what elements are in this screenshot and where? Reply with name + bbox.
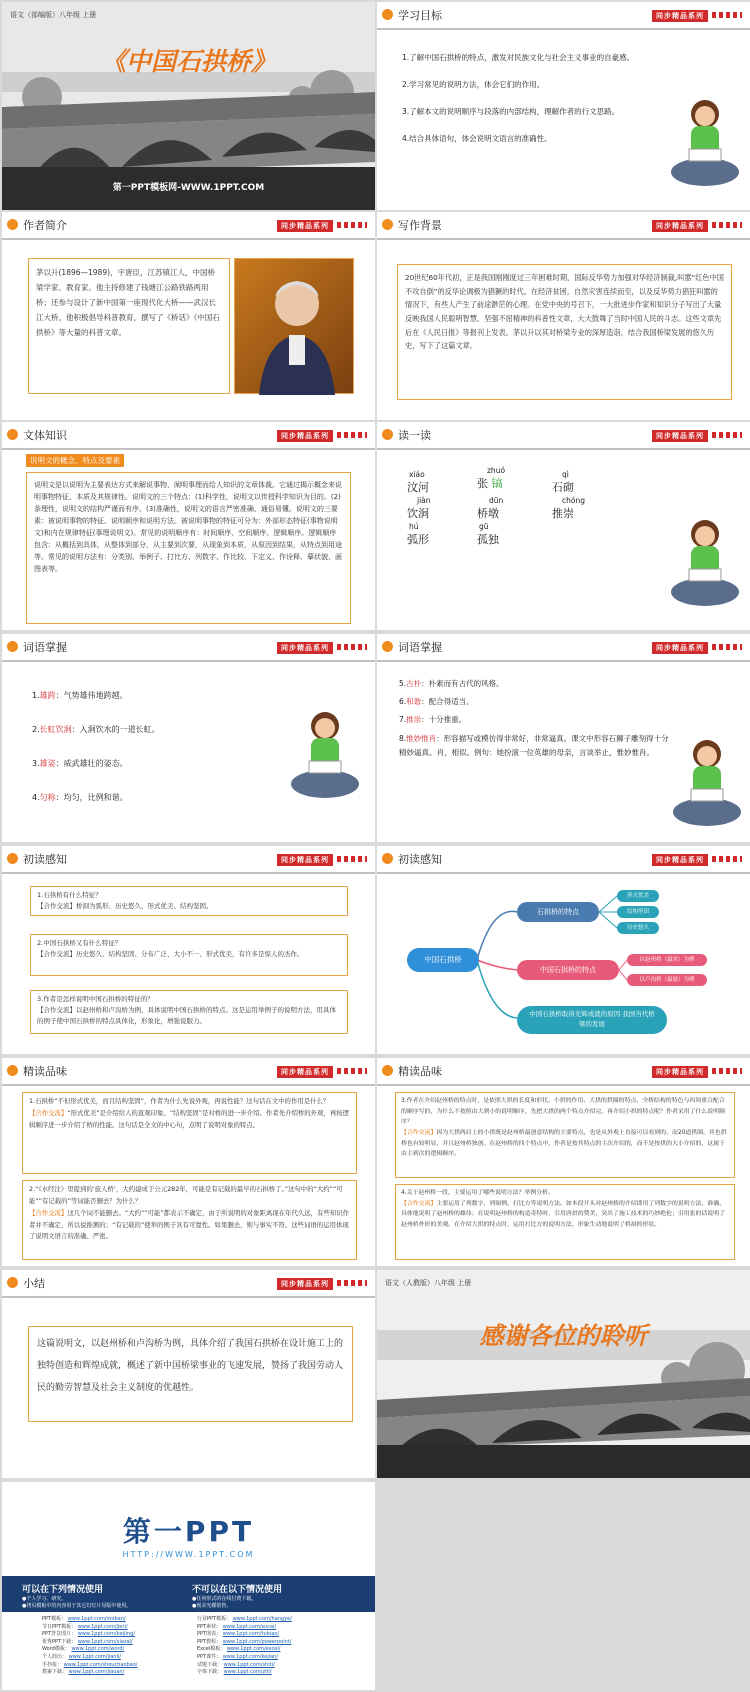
link-item[interactable]: PPT课件： www.1ppt.com/kejian/	[197, 1653, 279, 1660]
series-badge: 同步精品系列	[652, 642, 708, 654]
header-title: 文体知识	[23, 429, 67, 442]
badge-dots-icon	[337, 222, 367, 228]
badge-dots-icon	[337, 432, 367, 438]
link-item[interactable]: PPT素材： www.1ppt.com/sucai/	[197, 1623, 277, 1630]
mindmap-leaf-1b: 结构坚固	[617, 906, 659, 918]
header-title: 作者简介	[23, 219, 67, 232]
girl-reading-icon	[667, 514, 743, 610]
mindmap-leaf-1a: 形式优美	[617, 890, 659, 902]
badge-dots-icon	[712, 1068, 742, 1074]
link-item[interactable]: 个人简历： www.1ppt.com/jianli/	[42, 1653, 121, 1660]
slide-7-vocab	[2, 634, 375, 842]
header-title: 精读品味	[398, 1065, 442, 1078]
series-badge: 同步精品系列	[652, 854, 708, 866]
word-chong: chóng 推崇	[552, 496, 585, 520]
header-title: 读一读	[398, 429, 431, 442]
bullet-dot-icon	[382, 641, 393, 652]
bullet-dot-icon	[7, 853, 18, 864]
analysis-box-4: 4.关于赵州桥一段，主要运用了哪些说明方法？举例分析。 【合作交流】主要运用了列数字、列图例、打比方等说明方法。如本段开头对赵州桥的介绍即用了列数字的说明方法，准确、具体地说明了赵州桥的雄伟；在说明赵州桥的构造奇特时，引用唐晨的赞美，突出了施工技术的巧妙绝伦；引用张的话说明了赵州桥外形的美观。在介绍大拱的特点时，运用打比方的说明方法，形象生动地说明了桥洞的形状。	[395, 1184, 735, 1260]
cannot-use-2: ●刻录光碟销售。	[192, 1603, 232, 1609]
mindmap-leaf-2b: 以卢沟桥（最悬）为例	[627, 974, 707, 986]
goal-1: 1.了解中国石拱桥的特点，激发对民族文化与社会主义事业的自豪感。	[402, 53, 635, 62]
header-title: 学习目标	[398, 9, 442, 22]
can-use-title: 可以在下列情况使用	[22, 1585, 104, 1595]
slide-10-mindmap	[377, 846, 750, 1054]
series-badge: 同步精品系列	[277, 854, 333, 866]
bullet-dot-icon	[382, 219, 393, 230]
links-left	[42, 1616, 137, 1677]
header-title: 小结	[23, 1277, 45, 1290]
mindmap-leaf-1c: 历史悠久	[617, 922, 659, 934]
cannot-use-title: 不可以在以下情况使用	[192, 1585, 283, 1595]
bullet-dot-icon	[7, 429, 18, 440]
slide-2-goals	[377, 2, 750, 210]
badge-dots-icon	[337, 1068, 367, 1074]
link-item[interactable]: 字体下载： www.1ppt.com/ziti/	[197, 1669, 272, 1676]
word-xiao: xiáo 汶河	[407, 470, 429, 494]
badge-dots-icon	[337, 1280, 367, 1286]
genre-text: 说明文是以说明为主要表达方式来解说事物、阐明事理而给人知识的文章体裁。它通过揭示概念来说明事物特征、本质及其规律性。说明文的三个特点：(1)科学性，说明文以传授科学知识为目的。(2)条理性，说明文的结构严谨而有序。(3)准确性，说明文的语言严密准确、通俗易懂。说明文的三要素：被说明事物的特征、说明顺序和说明方法。被说明事物的特征可分为：外部形态特征(事物说明文)和内在规律特征(事理说明文)。常见的说明顺序有：时间顺序、空间顺序、逻辑顺序。逻辑顺序包含：从概括到具体，从整体到部分，从主要到次要，从现象到本质，从原因到结果，从特点到用途等。常见的说明方法有：分类别、举例子、打比方、列数字、作比较、下定义、作诠释、摹状貌、画图表等。	[26, 472, 351, 624]
header-title: 精读品味	[23, 1065, 67, 1078]
vocab-item-2: 2.长虹饮涧：入涧饮水的一道长虹。	[32, 725, 160, 734]
bullet-dot-icon	[7, 641, 18, 652]
word-qi: qì 石砌	[552, 470, 574, 494]
vocab-item-1: 1.雄跨：气势雄伟地跨越。	[32, 691, 128, 700]
watermark-text: 第一PPT模板网-WWW.1PPT.COM	[112, 183, 265, 193]
slide-13-summary	[2, 1270, 375, 1478]
slide-1-title	[2, 2, 375, 210]
header-title: 词语掌握	[398, 641, 442, 654]
series-badge: 同步精品系列	[277, 1278, 333, 1290]
word-list	[407, 466, 647, 610]
goal-3: 3.了解本文的说明顺序与段落的内部结构，理解作者的行文思路。	[402, 107, 620, 116]
badge-dots-icon	[712, 432, 742, 438]
vocab-item-8: 8.惟妙惟肖：形容描写或模仿得非常好，非常逼真。课文中形容石狮子雕刻得十分精妙逼真。肖，相似。例句：她扮演一位英雄的母亲，言谈举止，惟妙惟肖。	[399, 734, 669, 758]
word-jian: jiàn 饮涧	[407, 496, 431, 520]
thanks-title: 感谢各位的聆听	[479, 1321, 648, 1350]
portrait-icon	[235, 259, 355, 395]
credits-top	[2, 1482, 375, 1576]
slide-top-label: 语文（人教版）八年级 上册	[385, 1279, 472, 1287]
bullet-dot-icon	[382, 1065, 393, 1076]
author-bio: 茅以升(1896—1989)，宇唐臣，江苏镇江人，中国桥梁学家、教育家。他主持修建了钱塘江公路铁路两用桥；还参与设计了新中国第一座现代化大桥——武汉长江大桥。他积极倡导科普教育，撰写了《桥话》《中国石拱桥》等大量的科普文章。	[28, 258, 230, 394]
badge-dots-icon	[712, 12, 742, 18]
mindmap-node-2: 中国石拱桥的特点	[517, 960, 619, 980]
background-text: 20世纪60年代初，正是我国刚刚度过三年困难时期，国际反华势力加强对华经济制裁,叫嚣“红色中国不攻自倒”的反华论调极为猖獗的时代。在经济贫困，自然灾害连续而至，以及反华势力猖狂叫嚣的情况下，有些人产生了前途渺茫的心理。在党中央的号召下，一大批进步作家和知识分子写出了大量反映我国人民聪明智慧、坚强不屈精神的科普性文章，大大鼓舞了当时中国人民的斗志。这些文章先后在《人民日报》等报刊上发表。茅以升以其对桥梁专业的深厚造诣，结合我国桥梁发展的悠久历史，写下了这篇文章。	[397, 264, 732, 400]
series-badge: 同步精品系列	[277, 430, 333, 442]
mindmap-leaf-2a: 以赵州桥（最突）为例	[627, 954, 707, 966]
link-item[interactable]: PPT模板： www.1ppt.com/moban/	[42, 1616, 126, 1622]
analysis-box-3: 3.作者在介绍赵州桥的特点时，是依照大拱的长度和形状、小拱的作用、大拱的拱圈的特点、全桥结构的特色与四周重合配合的顺序写的，为什么不按照由大到小的说明顺序，先把大拱的两个特点介绍完，再介绍小拱的特点呢？作者采用了什么说明顺序？ 【合作交流】因为大拱两肩上的小拱既是赵州桥最创意结构的主要特点，也是从外观上直接可以看到的。而20道拱圈，其也拱桥也有较明显，并且赵州桥独创。在赵州桥的四个特点中，作者是按其特点的主次介绍的，而不是按拱的大小介绍的，这属于由主到次的逻辑顺序。	[395, 1092, 735, 1178]
series-badge: 同步精品系列	[277, 642, 333, 654]
slide-6-reading	[377, 422, 750, 630]
word-dun: dūn 桥墩	[477, 496, 504, 520]
cannot-use-1: ●任何形式的在线付费下载。	[192, 1596, 257, 1602]
slide-12-close-read	[377, 1058, 750, 1266]
slide-title: 《中国石拱桥》	[100, 47, 276, 76]
goal-2: 2.学习常见的说明方法，体会它们的作用。	[402, 80, 545, 89]
slide-8-vocab	[377, 634, 750, 842]
bullet-dot-icon	[7, 1277, 18, 1288]
word-hu: hú 弧形	[407, 522, 429, 546]
series-badge: 同步精品系列	[277, 1066, 333, 1078]
links-right	[197, 1616, 292, 1677]
brand-logo: 第一PPT	[122, 1515, 255, 1548]
qa-box-1: 1.石拱桥有什么特征？ 【合作交流】桥洞为弧形、历史悠久、形式优美、结构坚固。	[30, 886, 348, 916]
link-item[interactable]: PPT图表： www.1ppt.com/tubiao/	[197, 1631, 280, 1638]
badge-dots-icon	[712, 222, 742, 228]
link-item[interactable]: Word模板： www.1ppt.com/word/	[42, 1646, 125, 1653]
summary-text: 这篇说明文，以赵州桥和卢沟桥为例，具体介绍了我国石拱桥在设计施工上的独特创造和辉煌成就，概述了新中国桥梁事业的飞速发展，赞扬了我国劳动人民的勤劳智慧及社会主义制度的优越性。	[28, 1326, 353, 1422]
vocab-item-6: 6.和谐：配合得适当。	[399, 697, 474, 706]
slide-5-genre	[2, 422, 375, 630]
vocab-item-3: 3.雄姿：威武雄壮的姿态。	[32, 759, 128, 768]
mindmap-center: 中国石拱桥	[407, 948, 479, 972]
link-item[interactable]: PPT教程： www.1ppt.com/powerpoint/	[197, 1638, 292, 1645]
bridge-illustration	[2, 2, 375, 210]
link-item[interactable]: 教案下载： www.1ppt.com/jiaoan/	[42, 1669, 125, 1676]
analysis-box-2: 2.“《水经注》里提到的‘旅人桥’，大约建成于公元282年，可能是有记载的最早的石拱桥了。”这句中的“大约”“可能”“有记载的”等词能否删去？为什么？ 【合作交流】这几个词不能删去。“大约”“可能”都表示不确定，由于所说明的对象距离现在年代久远，有些知识作者并不确定，所以说推测的；“有记载的”使举的例子具有可靠性。如果删去，则与事实不符。这些词语的运用体现了说明文语言的准确、严密。	[22, 1180, 357, 1260]
link-item[interactable]: 节日PPT模板： www.1ppt.com/jieri/	[42, 1623, 128, 1630]
slide-9-first-read	[2, 846, 375, 1054]
link-item[interactable]: PPT背景图片： www.1ppt.com/beijing/	[42, 1631, 135, 1638]
vocab-item-4: 4.匀称：均匀，比例和谐。	[32, 793, 128, 802]
girl-reading-icon	[287, 706, 363, 802]
header-title: 词语掌握	[23, 641, 67, 654]
qa-box-3: 3.作者是怎样说明中国石拱桥的特征的？ 【合作交流】以赵州桥和卢沟桥为例，具体说明中国石拱桥的特点。这是运用举例子的说明方法，用具体的例子使中国石拱桥的特点具体化，形象化，增强说服力。	[30, 990, 348, 1034]
link-item[interactable]: 手抄报： www.1ppt.com/shouchaobao/	[42, 1661, 138, 1668]
girl-reading-icon	[669, 734, 745, 830]
author-photo	[234, 258, 354, 394]
series-badge: 同步精品系列	[652, 220, 708, 232]
header-title: 初读感知	[23, 853, 67, 866]
bullet-dot-icon	[382, 9, 393, 20]
badge-dots-icon	[337, 644, 367, 650]
slide-14-thanks	[377, 1270, 750, 1478]
qa-box-2: 2.中国石拱桥又有什么特征？ 【合作交流】历史悠久、结构坚固、分布广泛、大小不一、形式优美，有许多是惊人的杰作。	[30, 934, 348, 976]
bullet-dot-icon	[7, 1065, 18, 1076]
bridge-photo	[2, 2, 375, 210]
slide-top-label: 语文（部编版）八年级 上册	[10, 11, 97, 19]
header-title: 写作背景	[398, 219, 442, 232]
word-gu: gū 孤独	[477, 522, 499, 546]
badge-dots-icon	[712, 644, 742, 650]
header-title: 初读感知	[398, 853, 442, 866]
credits-bottom	[2, 1576, 375, 1690]
link-item[interactable]: Excel模板： www.1ppt.com/excel/	[197, 1646, 281, 1653]
mindmap-node-1: 石拱桥的特点	[517, 902, 599, 922]
badge-dots-icon	[337, 856, 367, 862]
analysis-box-1: 1.石拱桥“不但形式优美，而且结构坚固”，作者为什么先说外观，再说性能？这句话在文中的作用是什么？ 【合作交流】“形式优美”是介绍给人的直观印象。“结构坚固”是对桥的进一步介绍。作者先介绍桥的外观，再按逻辑顺序进一步介绍了桥的性能。这句话是全文的中心句，点明了说明对象的特点。	[22, 1092, 357, 1174]
girl-reading-icon	[667, 94, 743, 190]
slide-11-close-read	[2, 1058, 375, 1266]
series-badge: 同步精品系列	[277, 220, 333, 232]
bullet-dot-icon	[7, 219, 18, 230]
word-zhuo: zhuó 张 镐	[477, 466, 506, 490]
series-badge: 同步精品系列	[652, 1066, 708, 1078]
can-use-1: ●个人学习、研究。	[22, 1596, 67, 1602]
link-item[interactable]: 优秀PPT下载： www.1ppt.com/xiazai/	[42, 1638, 133, 1645]
link-item[interactable]: 行业PPT模板： www.1ppt.com/hangye/	[197, 1616, 292, 1622]
bridge-illustration	[377, 1270, 750, 1478]
bullet-dot-icon	[382, 429, 393, 440]
vocab-item-7: 7.推崇：十分推重。	[399, 715, 467, 724]
series-badge: 同步精品系列	[652, 430, 708, 442]
goal-4: 4.结合具体语句，体会说明文语言的准确性。	[402, 134, 552, 143]
link-item[interactable]: 试题下载： www.1ppt.com/shiti/	[197, 1661, 275, 1668]
genre-tag: 说明文的概念、特点及要素	[26, 454, 124, 467]
links-panel	[2, 1612, 375, 1690]
vocab-item-5: 5.古朴：朴素而有古代的风格。	[399, 679, 504, 688]
slide-4-background	[377, 212, 750, 420]
can-use-2: ●拷贝模板中的内容用于其它幻灯片母版中使用。	[22, 1603, 132, 1609]
slide-3-author	[2, 212, 375, 420]
brand-url: HTTP://WWW.1PPT.COM	[122, 1550, 255, 1559]
mindmap-node-3: 中国石拱桥取得光辉成就的原因 我国当代桥梁的发展	[517, 1006, 667, 1034]
series-badge: 同步精品系列	[652, 10, 708, 22]
slide-15-credits	[2, 1482, 375, 1690]
